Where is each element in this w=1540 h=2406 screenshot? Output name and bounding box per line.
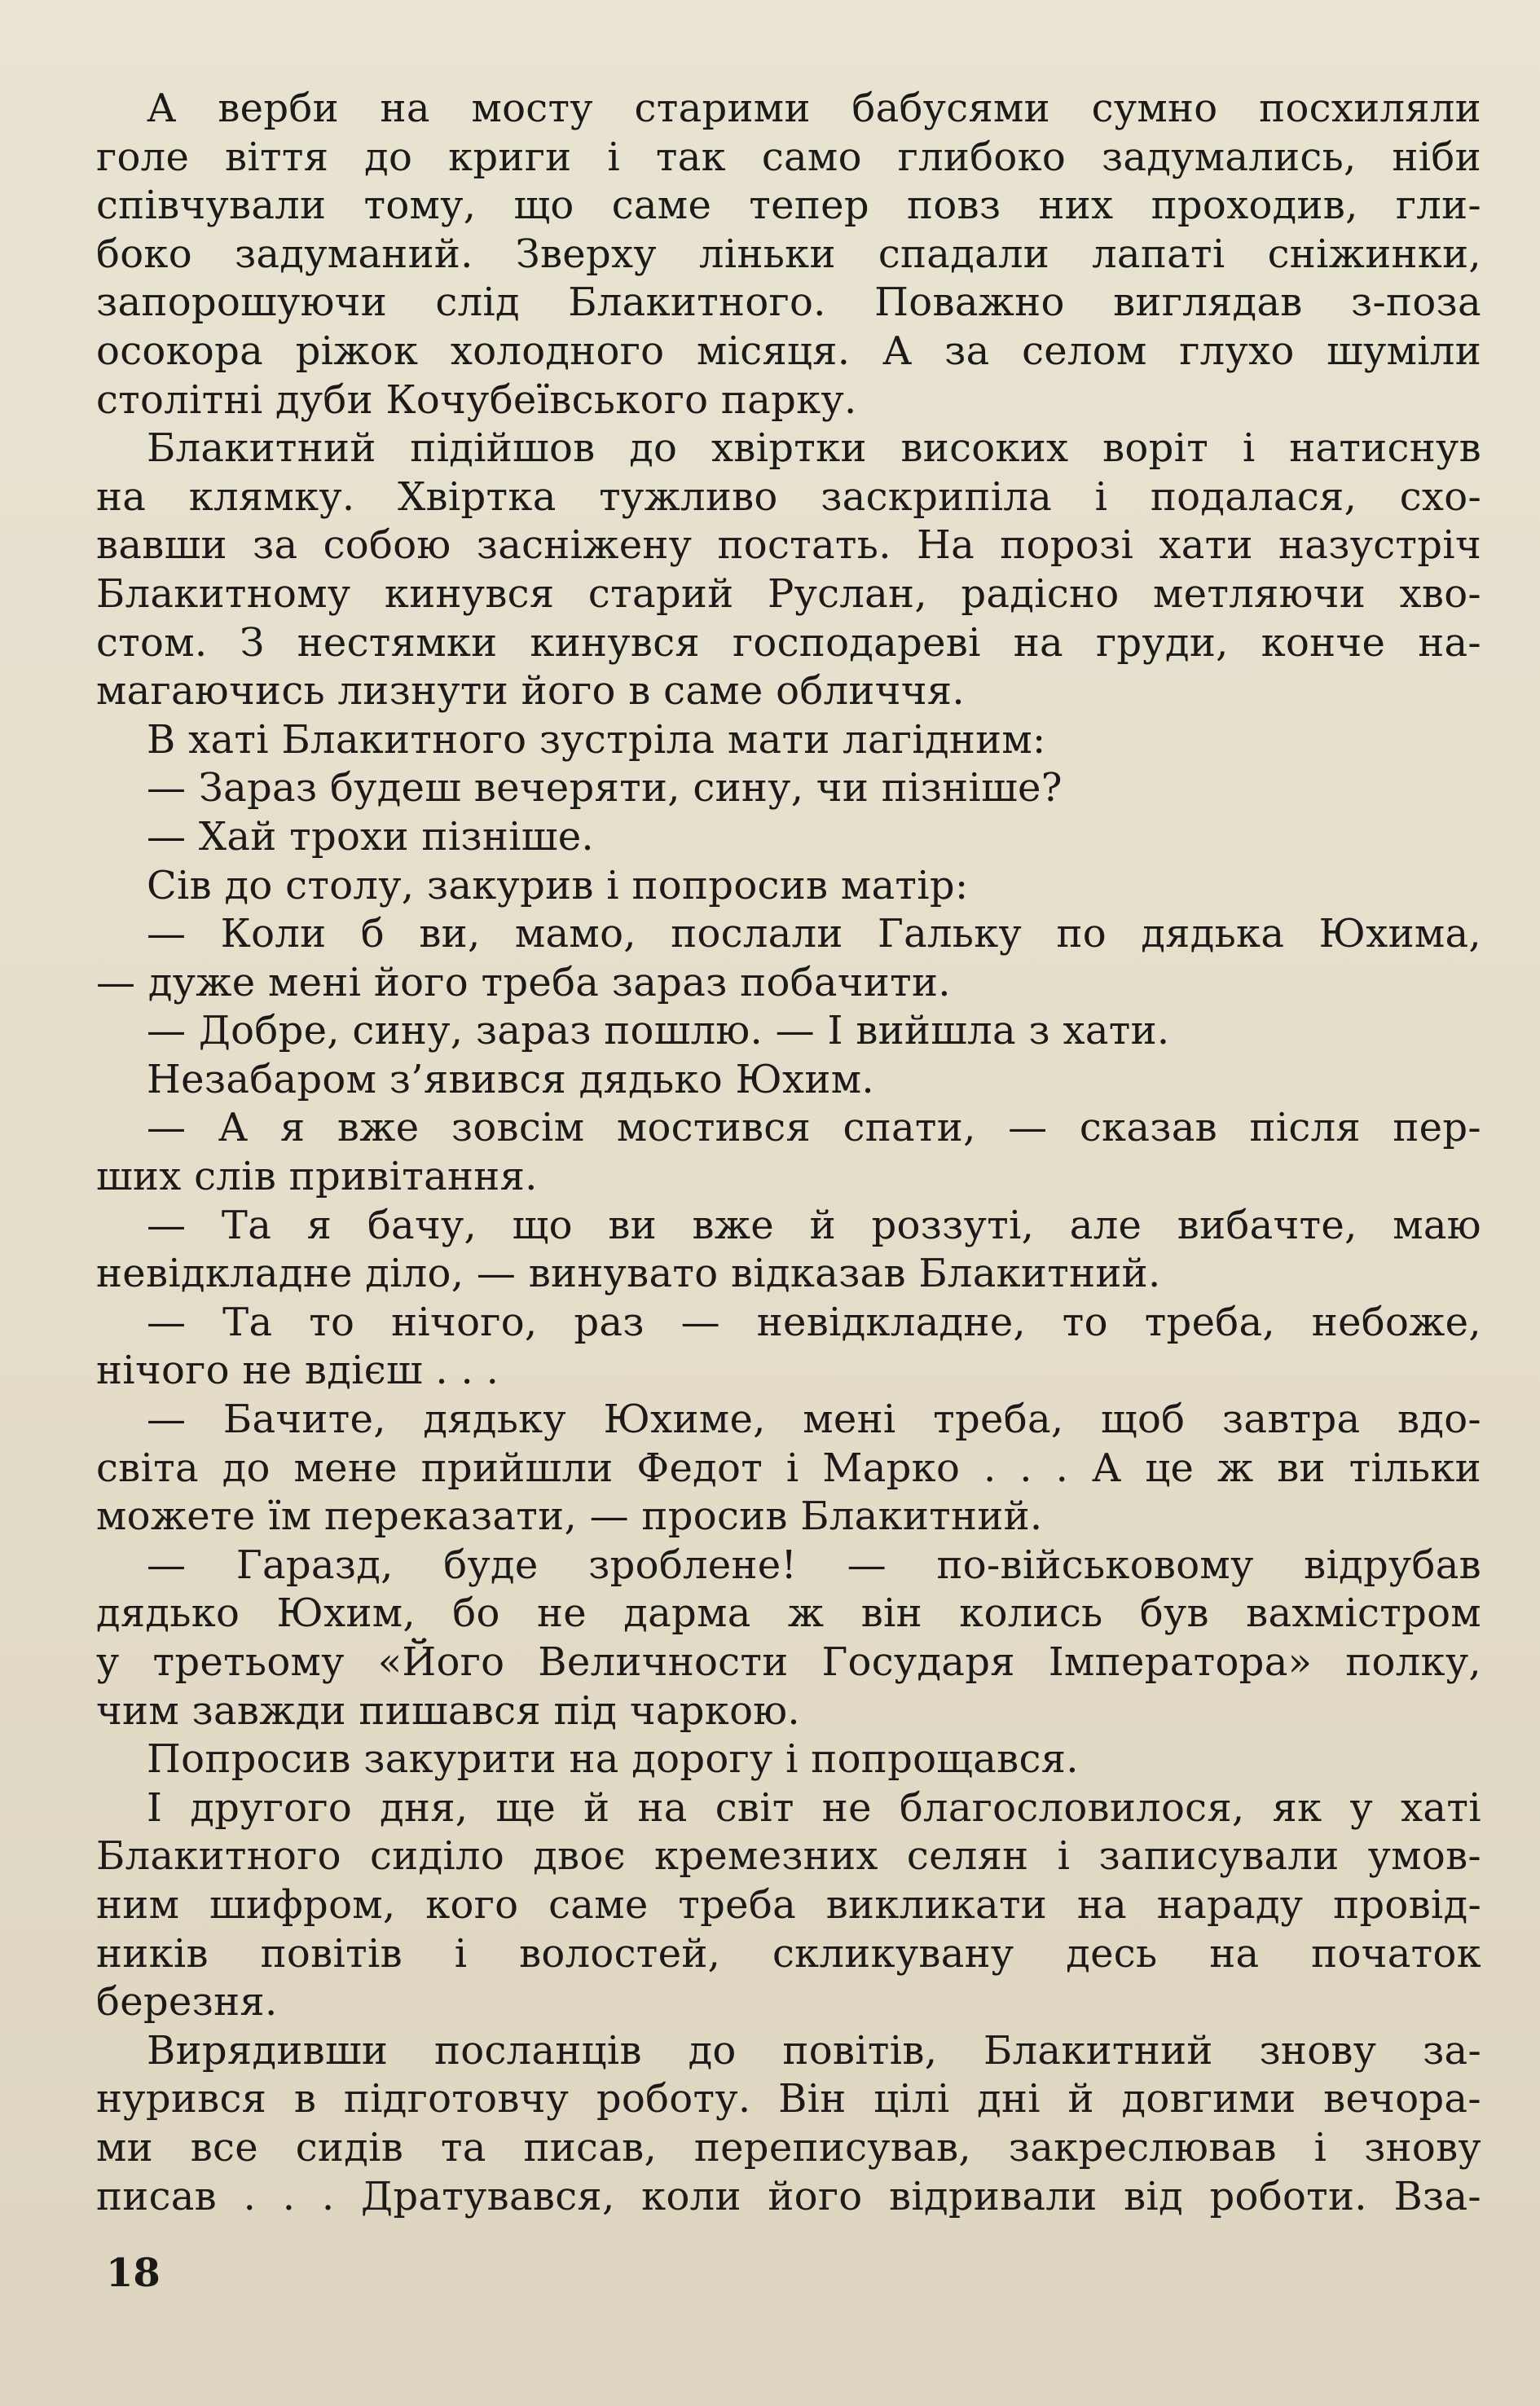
text-line: Попросив закурити на дорогу і попрощався. (147, 1736, 1079, 1783)
text-line: Блакитного сиділо двоє кремезних селян і записували умов- (96, 1833, 1481, 1880)
text-line: А верби на мосту старими бабусями сумно посхиляли (147, 86, 1481, 131)
text-line: боко задуманий. Зверху ліньки спадали лапаті сніжинки, (96, 231, 1481, 277)
paragraph (96, 1056, 1481, 1105)
paragraph (96, 1007, 1481, 1056)
text-line: на клямку. Хвіртка тужливо заскрипіла і подалася, схо- (96, 473, 1481, 520)
text-line: Вирядивши посланців до повітів, Блакитний знову за- (147, 2027, 1481, 2074)
paragraph (96, 862, 1481, 911)
text-line: Блакитному кинувся старий Руслан, радісно метляючи хво- (96, 570, 1481, 617)
paragraph (96, 85, 1481, 424)
text-line: дядько Юхим, бо не дарма ж він колись був вахмістром (96, 1590, 1481, 1637)
text-line: нурився в підготовчу роботу. Він цілі дні й довгими вечора- (96, 2076, 1481, 2122)
text-line: співчували тому, що саме тепер повз них проходив, гли- (96, 183, 1481, 229)
text-line: нічого не вдієш . . . (96, 1348, 499, 1394)
paragraph (96, 424, 1481, 716)
text-line: світа до мене прийшли Федот і Марко . . . А це ж ви тільки (96, 1445, 1481, 1491)
text-line: писав . . . Дратувався, коли його відривали від роботи. Вза- (96, 2173, 1481, 2219)
text-line: магаючись лизнути його в саме обличчя. (96, 668, 965, 715)
paragraph (96, 1784, 1481, 2027)
text-line: голе віття до криги і так само глибоко задумались, ніби (96, 134, 1481, 180)
text-line: — А я вже зовсім мостився спати, — сказав після пер- (147, 1105, 1481, 1151)
text-line: — Та то нічого, раз — невідкладне, то треба, небоже, (147, 1299, 1481, 1345)
paragraph (96, 2027, 1481, 2221)
paragraph (96, 716, 1481, 765)
text-line: ників повітів і волостей, скликувану десь на початок (96, 1930, 1481, 1977)
text-line: — Хай трохи пізніше. (147, 813, 594, 860)
text-line: запорошуючи слід Блакитного. Поважно виглядав з-поза (96, 279, 1481, 326)
text-line: березня. (96, 1979, 278, 2026)
text-line: ним шифром, кого саме треба викликати на нараду провід- (96, 1881, 1481, 1928)
body-text (96, 85, 1481, 2221)
text-line: чим завжди пишався під чаркою. (96, 1687, 800, 1734)
text-line: ших слів привітання. (96, 1154, 538, 1200)
text-line: — Та я бачу, що ви вже й роззуті, але вибачте, маю (147, 1202, 1481, 1248)
text-line: Сів до столу, закурив і попросив матір: (147, 862, 969, 908)
text-line: — Добре, сину, зараз пошлю. — І вийшла з хати. (147, 1008, 1170, 1054)
text-line: у третьому «Його Величности Государя Імператора» полку, (96, 1639, 1481, 1685)
text-line: Блакитний підійшов до хвіртки високих воріт і натиснув (147, 425, 1481, 472)
paragraph (96, 764, 1481, 813)
text-line: Незабаром з’явився дядько Юхим. (147, 1056, 874, 1102)
text-line: можете їм переказати, — просив Блакитний. (96, 1493, 1043, 1540)
text-line: — Коли б ви, мамо, послали Гальку по дядька Юхима, (147, 911, 1481, 957)
paragraph (96, 813, 1481, 862)
page-number: 18 (106, 2250, 161, 2296)
text-line: вавши за собою засніжену постать. На порозі хати назустріч (96, 522, 1481, 569)
paragraph (96, 1202, 1481, 1299)
text-line: стом. З нестямки кинувся господареві на груди, конче на- (96, 619, 1481, 666)
paragraph (96, 1104, 1481, 1201)
text-line: В хаті Блакитного зустріла мати лагідним: (147, 716, 1046, 763)
text-line: — дуже мені його треба зараз побачити. (96, 959, 951, 1005)
text-line: — Гаразд, буде зроблене! — по-військовому відрубав (147, 1542, 1481, 1588)
paragraph (96, 910, 1481, 1007)
paragraph (96, 1735, 1481, 1784)
text-line: І другого дня, ще й на світ не благословилося, як у хаті (147, 1784, 1481, 1831)
text-line: — Зараз будеш вечеряти, сину, чи пізніше? (147, 765, 1063, 812)
paragraph (96, 1396, 1481, 1542)
paragraph (96, 1542, 1481, 1735)
text-line: ми все сидів та писав, переписував, закреслював і знову (96, 2124, 1481, 2171)
text-line: невідкладне діло, — винувато відказав Блакитний. (96, 1251, 1161, 1297)
text-line: — Бачите, дядьку Юхиме, мені треба, щоб завтра вдо- (147, 1397, 1481, 1443)
text-line: столітні дуби Кочубеївського парку. (96, 376, 857, 423)
text-line: осокора ріжок холодного місяця. А за селом глухо шуміли (96, 328, 1481, 374)
paragraph (96, 1299, 1481, 1396)
